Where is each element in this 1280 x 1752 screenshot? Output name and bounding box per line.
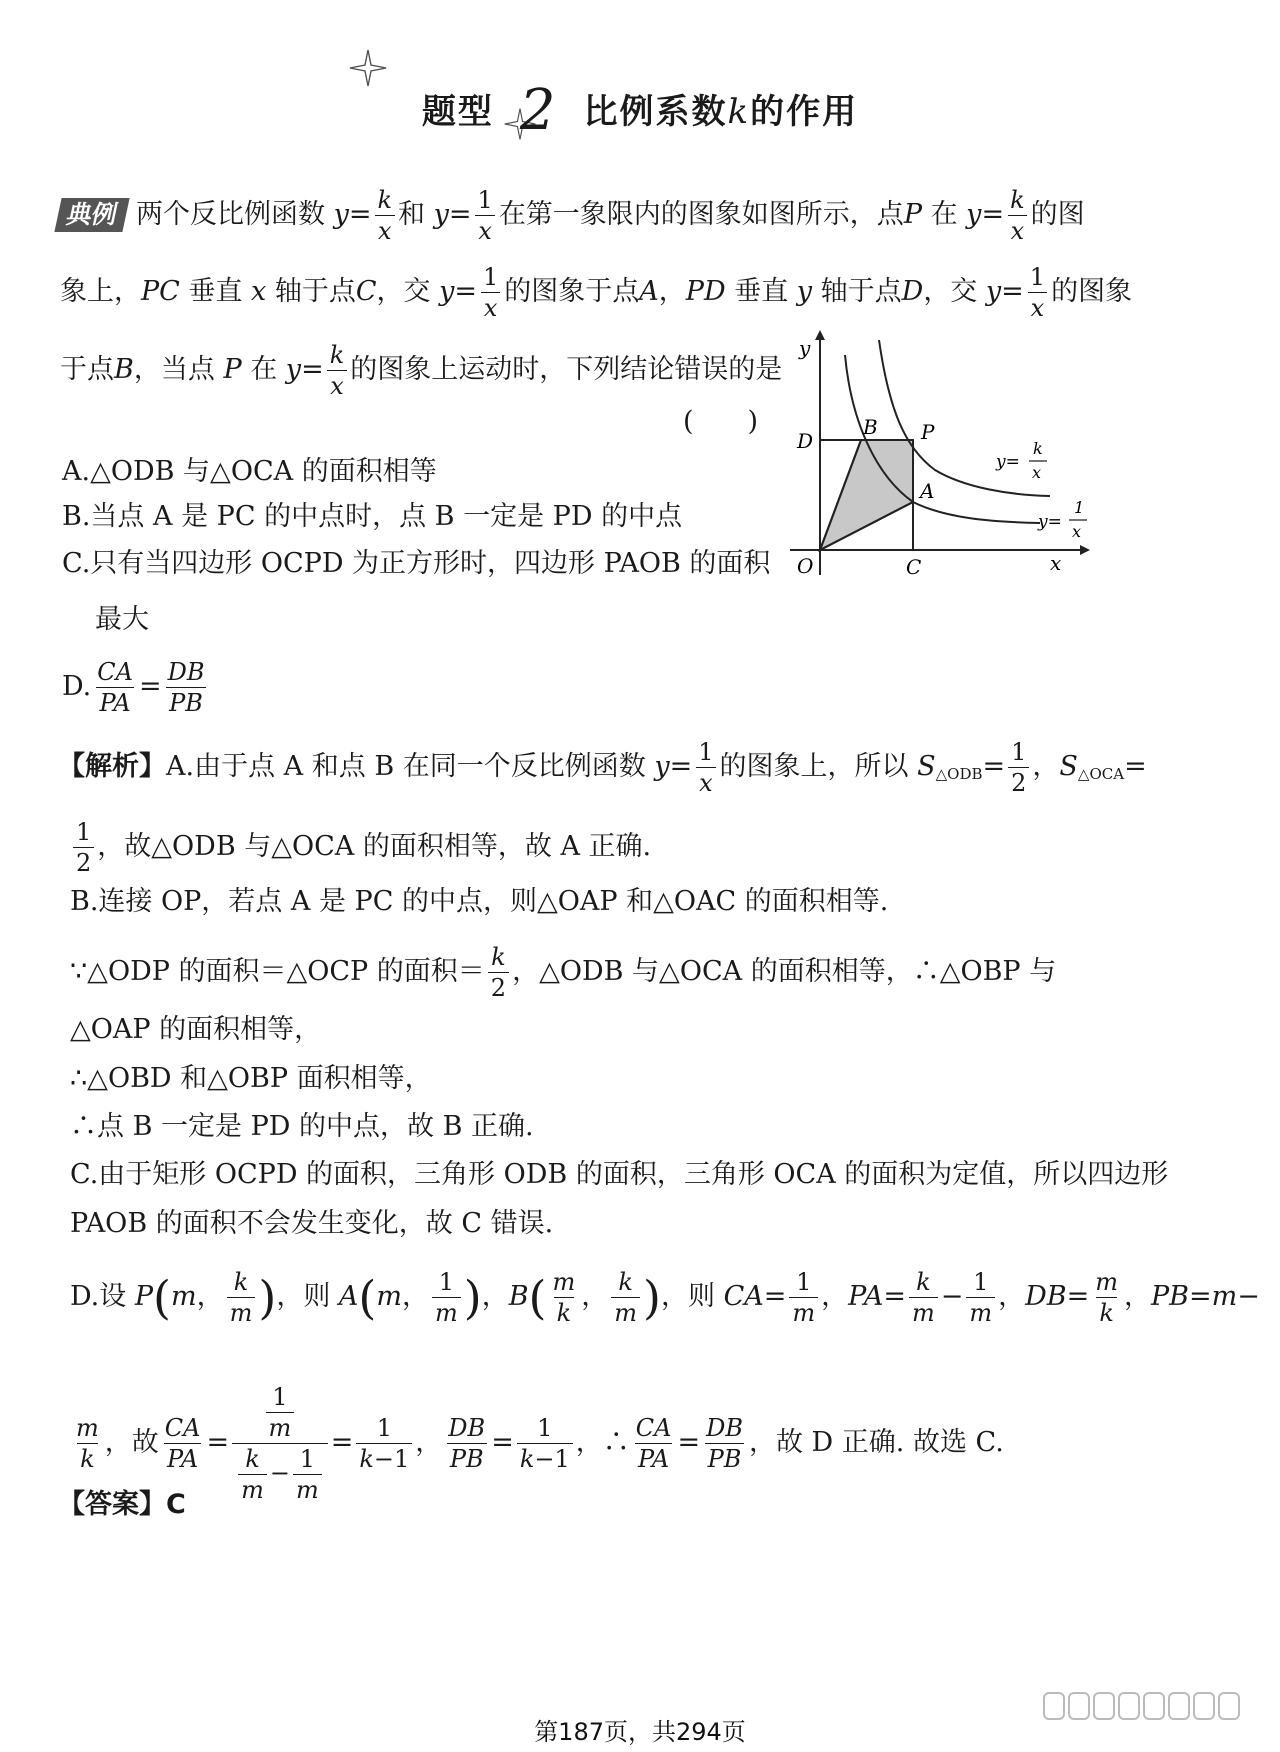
page-title: 题型 2 比例系数k的作用: [421, 78, 859, 143]
option-a: A.△ODB 与△OCA 的面积相等: [62, 456, 437, 487]
curve-1-num: 1: [1074, 498, 1085, 517]
answer-blank: ( ): [683, 406, 759, 437]
curve-k-num: k: [1033, 439, 1043, 458]
analysis-line-8: C.由于矩形 OCPD 的面积，三角形 ODB 的面积，三角形 OCA 的面积为定值，所以四边形: [70, 1159, 1169, 1190]
page-number: 第187页，共294页: [534, 1718, 746, 1746]
label-x-axis: x: [1050, 551, 1062, 575]
analysis-line-10: D.设 P(m， $\frac{k}{m}$ )，则 A(m， $\frac{1}{m}$ )，B( $\frac{m}{k}$ ， $\frac{k}{m}$ )，则 CA= $\frac{1}{m}$ ，PA= $\frac{k}{m}$ − $\frac{1}{m}$ ，DB= $\frac{m}{k}$ ，PB=m−: [70, 1268, 1260, 1327]
option-d: D. $\frac{CA}{PA}$ = $\frac{DB}{PB}$: [62, 658, 205, 717]
label-p: P: [921, 420, 935, 444]
option-b: B.当点 A 是 PC 的中点时，点 B 一定是 PD 的中点: [62, 501, 683, 532]
analysis-line-6: ∴△OBD 和△OBP 面积相等，: [70, 1063, 432, 1094]
curve-k-lhs: y=: [996, 452, 1020, 472]
answer-line: 【答案】C: [58, 1489, 186, 1520]
example-line-2: 象上，PC 垂直 x 轴于点C，交 y= $\frac{1}{x}$ 的图象于点A，PD 垂直 y 轴于点D，交 y= $\frac{1}{x}$ 的图象: [60, 263, 1133, 322]
function-graph: [785, 330, 1110, 590]
analysis-line-7: ∴点 B 一定是 PD 的中点，故 B 正确.: [70, 1111, 534, 1142]
analysis-line-1: 【解析】A.由于点 A 和点 B 在同一个反比例函数 y= $\frac{1}{x}$ 的图象上，所以 $S_{\triangle ODB}=$ $\frac{1}{2}$ ，$S_{\triangle OCA}=$: [58, 738, 1147, 797]
option-c-cont: 最大: [95, 604, 149, 635]
label-d: D: [797, 429, 814, 453]
analysis-line-11: $\frac{m}{k}$ ，故 $\frac{CA}{PA}$ = $\frac{1}{m}$ $\frac{k}{m}$ − $\frac{1}{m}$ = $\frac{1}{k-1}$ ， $\frac{DB}{PB}$ = $\frac{1}{k-1}$ ，∴ $\frac{CA}{PA}$ = $\frac{DB}{PB}$ ，故 D 正确. 故选 C.: [76, 1383, 1004, 1504]
analysis-line-2: $\frac{1}{2}$ ，故△ODB 与△OCA 的面积相等，故 A 正确.: [70, 820, 651, 875]
analysis-line-9: PAOB 的面积不会发生变化，故 C 错误.: [70, 1208, 554, 1239]
example-line-3: 于点B，当点 P 在 y= $\frac{k}{x}$ 的图象上运动时，下列结论错误的是: [60, 341, 783, 400]
shaded-quadrilateral: [820, 440, 913, 550]
label-b: B: [863, 415, 878, 439]
option-c: C.只有当四边形 OCPD 为正方形时，四边形 PAOB 的面积: [62, 548, 771, 579]
label-a: A: [920, 479, 935, 503]
curve-1-den: x: [1072, 522, 1082, 541]
analysis-line-3: B.连接 OP，若点 A 是 PC 的中点，则△OAP 和△OAC 的面积相等.: [70, 886, 889, 917]
decorative-bars: [1043, 1692, 1240, 1720]
curve-1-lhs: y=: [1038, 512, 1062, 532]
analysis-line-4: ∵△ODP 的面积＝△OCP 的面积＝ $\frac{k}{2}$ ，△ODB 与△OCA 的面积相等，∴△OBP 与: [70, 943, 1057, 1002]
example-line-1: 典例 两个反比例函数 y= $\frac{k}{x}$ 和 y= $\frac{1}{x}$ 在第一象限内的图象如图所示，点P 在 y= $\frac{k}{x}$ 的图: [58, 188, 1085, 243]
analysis-line-5: △OAP 的面积相等，: [70, 1014, 322, 1045]
label-y-axis: y: [799, 336, 811, 360]
label-c: C: [906, 555, 922, 579]
curve-k-den: x: [1032, 463, 1042, 482]
answer-value: C: [166, 1489, 186, 1520]
label-o: O: [797, 554, 814, 578]
example-tag: 典例: [54, 198, 129, 232]
